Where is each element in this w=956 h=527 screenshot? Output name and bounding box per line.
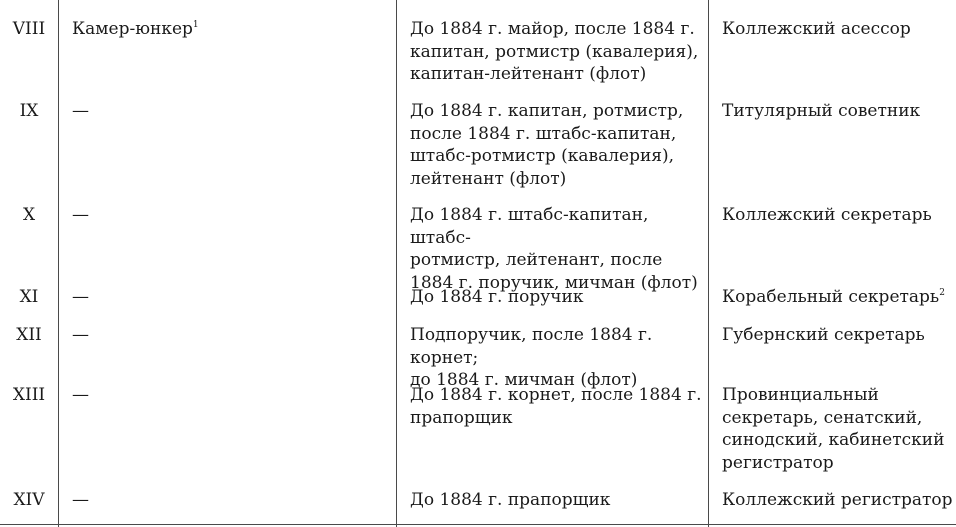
military-line: До 1884 г. капитан, ротмистр, xyxy=(410,101,684,121)
footnote-mark: 2 xyxy=(939,288,945,298)
military-rank-cell xyxy=(410,18,702,86)
civil-line: Коллежский регистратор xyxy=(722,490,953,510)
column-divider xyxy=(396,0,397,527)
column-divider xyxy=(708,0,709,527)
military-rank-cell xyxy=(410,286,702,309)
footnote-mark: 1 xyxy=(192,20,199,30)
military-line: после 1884 г. штабс-капитан, xyxy=(410,123,677,144)
civil-line-text: Корабельный секретарь xyxy=(722,287,940,307)
military-line: До 1884 г. поручик xyxy=(410,287,584,307)
military-line: капитан, ротмистр (кавалерия), xyxy=(410,41,699,62)
civil-line: Коллежский асессор xyxy=(722,19,911,39)
civil-rank-cell xyxy=(722,489,954,512)
civil-rank-cell xyxy=(722,286,954,309)
court-rank-cell: — xyxy=(72,101,89,121)
military-line: до 1884 г. мичман (флот) xyxy=(410,370,638,390)
rank-cell: XII xyxy=(16,325,42,345)
military-line: прапорщик xyxy=(410,407,513,428)
military-line: капитан-лейтенант (флот) xyxy=(410,64,647,84)
court-rank-cell: — xyxy=(72,287,89,307)
military-line: Подпоручик, после 1884 г. корнет; xyxy=(410,325,653,368)
rank-cell: XI xyxy=(19,287,39,307)
rank-cell: X xyxy=(22,205,36,225)
civil-line: Губернский секретарь xyxy=(722,325,925,345)
military-line: До 1884 г. майор, после 1884 г. xyxy=(410,19,695,39)
column-divider xyxy=(58,0,59,527)
military-line: лейтенант (флот) xyxy=(410,168,567,189)
civil-rank-cell xyxy=(722,384,954,474)
court-rank-cell: — xyxy=(72,325,89,345)
court-rank-cell: — xyxy=(72,205,89,225)
court-rank-cell xyxy=(72,18,392,41)
rank-cell: VIII xyxy=(12,19,46,39)
military-rank-cell xyxy=(410,100,702,190)
military-line: До 1884 г. прапорщик xyxy=(410,490,611,510)
military-line: До 1884 г. штабс-капитан, штабс- xyxy=(410,205,649,248)
civil-line: Коллежский секретарь xyxy=(722,205,932,225)
court-rank-cell: — xyxy=(72,385,89,405)
civil-line: секретарь, сенатский, xyxy=(722,407,923,428)
civil-rank-cell xyxy=(722,204,954,227)
rank-cell: XIII xyxy=(12,385,46,405)
military-line: штабс-ротмистр (кавалерия), xyxy=(410,146,675,166)
civil-rank-cell xyxy=(722,100,954,123)
military-rank-cell xyxy=(410,489,702,512)
military-rank-cell xyxy=(410,324,702,392)
military-rank-cell xyxy=(410,204,702,294)
military-rank-cell xyxy=(410,384,702,429)
civil-line: регистратор xyxy=(722,452,834,473)
military-line: 1884 г. поручик, мичман (флот) xyxy=(410,272,698,293)
military-line: До 1884 г. корнет, после 1884 г. xyxy=(410,385,702,405)
civil-rank-cell xyxy=(722,324,954,347)
civil-line: Провинциальный xyxy=(722,385,879,405)
rank-cell: IX xyxy=(19,101,39,121)
court-rank-text: Камер-юнкер xyxy=(72,19,193,39)
civil-rank-cell xyxy=(722,18,954,41)
rank-cell: XIV xyxy=(13,490,45,510)
civil-line: синодский, кабинетский xyxy=(722,430,945,450)
civil-line xyxy=(722,286,954,309)
table-bottom-border xyxy=(0,524,956,525)
military-line: ротмистр, лейтенант, после xyxy=(410,250,663,270)
court-rank-cell: — xyxy=(72,490,89,510)
civil-line: Титулярный советник xyxy=(722,101,921,121)
